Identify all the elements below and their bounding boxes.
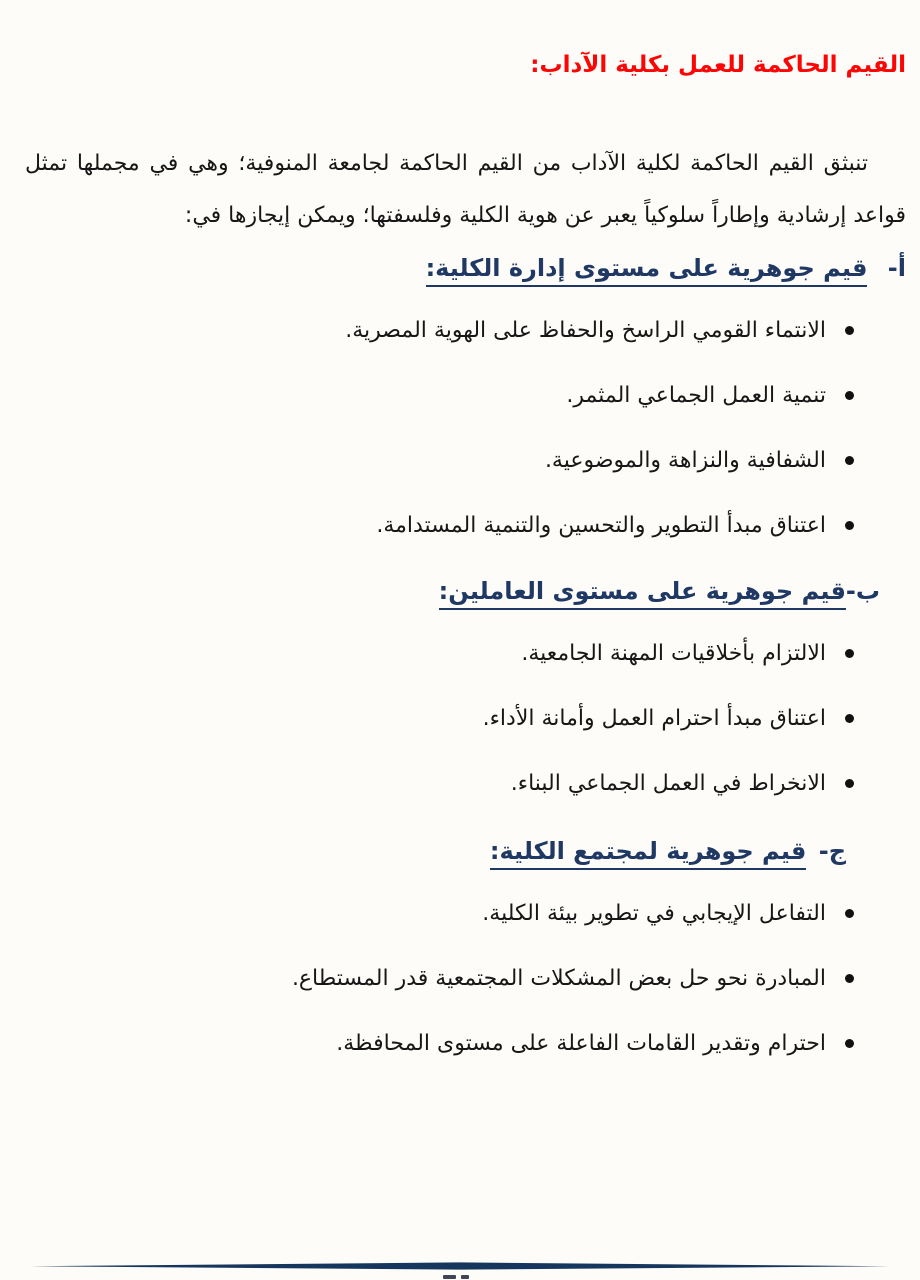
list-item <box>25 446 854 476</box>
bullet-icon <box>845 1039 854 1048</box>
bullet-icon <box>845 326 854 335</box>
list-item <box>25 769 854 799</box>
bullet-icon <box>845 649 854 658</box>
section-b-heading <box>25 573 880 609</box>
list-item <box>25 704 854 734</box>
list-item <box>25 964 854 994</box>
section-c-title: قيم جوهرية لمجتمع الكلية: <box>490 837 807 870</box>
list-item <box>25 639 854 669</box>
section-a-list <box>25 316 906 541</box>
list-item <box>25 381 854 411</box>
list-item <box>25 899 854 929</box>
page-number-fragment <box>443 1275 456 1279</box>
section-a-heading <box>25 250 906 286</box>
page-title: القيم الحاكمة للعمل بكلية الآداب: <box>530 52 906 78</box>
bullet-text: التفاعل الإيجابي في تطوير بيئة الكلية. <box>482 901 826 926</box>
intro-paragraph: تنبثق القيم الحاكمة لكلية الآداب من القيم الحاكمة لجامعة المنوفية؛ وهي في مجملها تمثل قواعد إرشادية وإطاراً سلوكياً يعبر عن هوية الكلية وفلسفتها؛ ويمكن إيجازها في: <box>25 151 906 228</box>
bullet-icon <box>845 779 854 788</box>
section-a-title: قيم جوهرية على مستوى إدارة الكلية: <box>426 254 868 287</box>
bullet-text: احترام وتقدير القامات الفاعلة على مستوى المحافظة. <box>336 1031 826 1056</box>
page-number-fragment <box>461 1275 469 1279</box>
list-item <box>25 511 854 541</box>
bullet-icon <box>845 909 854 918</box>
bullet-text: المبادرة نحو حل بعض المشكلات المجتمعية قدر المستطاع. <box>291 966 826 991</box>
section-a-label: أ- <box>879 254 906 282</box>
bullet-icon <box>845 714 854 723</box>
section-c-list <box>25 899 906 1059</box>
bullet-text: الالتزام بأخلاقيات المهنة الجامعية. <box>521 641 826 666</box>
bullet-text: اعتناق مبدأ التطوير والتحسين والتنمية المستدامة. <box>376 513 826 538</box>
section-b-list <box>25 639 906 799</box>
bullet-icon <box>845 456 854 465</box>
page-number-partial <box>443 1275 469 1280</box>
bullet-text: اعتناق مبدأ احترام العمل وأمانة الأداء. <box>482 706 826 731</box>
bullet-text: تنمية العمل الجماعي المثمر. <box>566 383 826 408</box>
bullet-text: الانخراط في العمل الجماعي البناء. <box>510 771 826 796</box>
section-b-label: ب- <box>845 577 880 605</box>
bullet-icon <box>845 391 854 400</box>
bullet-text: الانتماء القومي الراسخ والحفاظ على الهوية المصرية. <box>345 318 826 343</box>
bullet-icon <box>845 521 854 530</box>
list-item <box>25 316 854 346</box>
footer-divider <box>30 1262 890 1270</box>
bullet-icon <box>845 974 854 983</box>
list-item <box>25 1029 854 1059</box>
section-c-label: ج- <box>810 837 846 865</box>
section-c-heading <box>25 833 846 869</box>
bullet-text: الشفافية والنزاهة والموضوعية. <box>544 448 826 473</box>
section-b-title: قيم جوهرية على مستوى العاملين: <box>439 577 846 610</box>
